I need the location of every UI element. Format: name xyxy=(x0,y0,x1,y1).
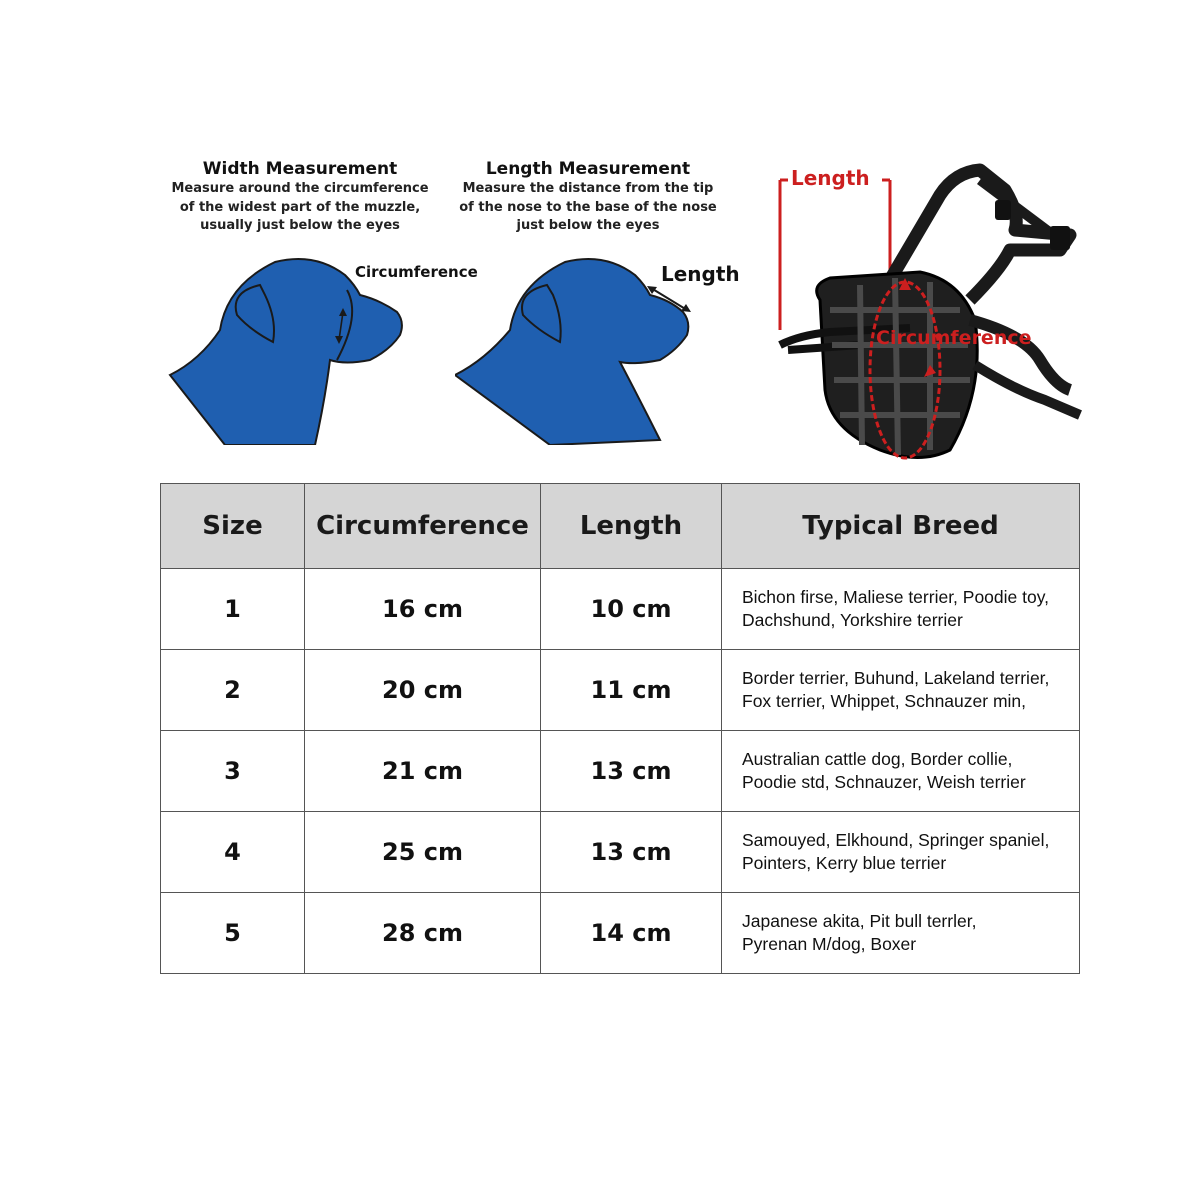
header-typical-breed: Typical Breed xyxy=(722,484,1080,569)
circumference-label: Circumference xyxy=(355,263,478,281)
breed-cell xyxy=(722,569,1080,650)
muzzle-circumference-label: Circumference xyxy=(876,327,1032,349)
header-circumference: Circumference xyxy=(305,484,541,569)
length-measurement-line-3: just below the eyes xyxy=(516,218,660,233)
circumference-cell: 16 cm xyxy=(305,569,541,650)
circumference-cell: 25 cm xyxy=(305,812,541,893)
breed-line: Border terrier, Buhund, Lakeland terrier, xyxy=(742,668,1050,688)
dog-head-silhouette xyxy=(170,259,402,445)
table-row xyxy=(161,731,1080,812)
table-row xyxy=(161,650,1080,731)
breed-line: Pointers, Kerry blue terrier xyxy=(742,853,947,873)
header-length: Length xyxy=(541,484,722,569)
width-measurement-line-2: of the widest part of the muzzle, xyxy=(179,199,421,215)
header-size: Size xyxy=(161,484,305,569)
breed-cell xyxy=(722,812,1080,893)
size-cell: 4 xyxy=(161,812,305,893)
breed-line: Dachshund, Yorkshire terrier xyxy=(742,610,963,630)
breed-cell xyxy=(722,893,1080,974)
size-chart-table xyxy=(160,483,1080,974)
length-cell: 13 cm xyxy=(541,812,722,893)
length-cell: 11 cm xyxy=(541,650,722,731)
breed-cell xyxy=(722,650,1080,731)
size-cell: 3 xyxy=(161,731,305,812)
width-measurement-line-3: usually just below the eyes xyxy=(200,218,400,233)
table-row xyxy=(161,893,1080,974)
circumference-cell: 28 cm xyxy=(305,893,541,974)
breed-line: Poodie std, Schnauzer, Weish terrier xyxy=(742,772,1026,792)
length-measurement-title: Length Measurement xyxy=(485,159,691,179)
breed-line: Australian cattle dog, Border collie, xyxy=(742,749,1013,769)
length-measurement-line-1: Measure the distance from the tip xyxy=(462,181,714,196)
width-measurement-caption xyxy=(160,158,440,236)
circumference-cell: 20 cm xyxy=(305,650,541,731)
length-cell: 10 cm xyxy=(541,569,722,650)
size-cell: 5 xyxy=(161,893,305,974)
size-cell: 1 xyxy=(161,569,305,650)
length-measurement-line-2: of the nose to the base of the nose xyxy=(459,199,717,215)
breed-cell xyxy=(722,731,1080,812)
length-cell: 13 cm xyxy=(541,731,722,812)
basket-muzzle-illustration xyxy=(770,160,1090,470)
width-measurement-title: Width Measurement xyxy=(202,159,398,179)
table-header-row xyxy=(161,484,1080,569)
length-measurement-caption xyxy=(448,158,728,236)
size-cell: 2 xyxy=(161,650,305,731)
length-label: Length xyxy=(661,262,740,286)
muzzle-length-label: Length xyxy=(791,166,870,190)
breed-line: Fox terrier, Whippet, Schnauzer min, xyxy=(742,691,1026,711)
breed-line: Pyrenan M/dog, Boxer xyxy=(742,934,917,954)
breed-line: Samouyed, Elkhound, Springer spaniel, xyxy=(742,830,1050,850)
table-row xyxy=(161,812,1080,893)
table-row xyxy=(161,569,1080,650)
breed-line: Bichon firse, Maliese terrier, Poodie toy, xyxy=(742,587,1050,607)
breed-line: Japanese akita, Pit bull terrler, xyxy=(742,911,977,931)
length-cell: 14 cm xyxy=(541,893,722,974)
circumference-cell: 21 cm xyxy=(305,731,541,812)
width-measurement-line-1: Measure around the circumference xyxy=(171,181,429,196)
